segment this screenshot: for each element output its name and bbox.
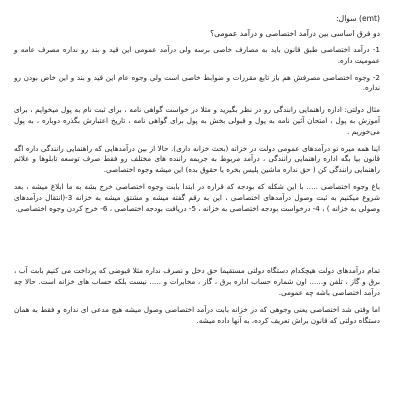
- spacer: [14, 220, 380, 266]
- question-header: (emt) سوال:: [336, 14, 380, 23]
- paragraph-government-revenue: تمام درآمدهای دولت هیچکدام دستگاه دولتی مستقیما حق دخل و تصرف نداره مثلا قبوضی که پرداخت می کنیم بابت آب ، برق و گاز ، تلفن و...... اون شماره حساب اداره برق ، گاز ، مخابرات و ..... نیست بلکه حساب های خزانه است. حالا چه درآمد اختصاصی باشه چه عمومی.: [14, 266, 380, 297]
- paragraph-difference-2: 2- وجوه اختصاصی مصرفش هم باز تابع مقررات و ضوابط خاصی است ولی وجوه عام این قید و بند و این خاص بودن رو نداره.: [14, 72, 380, 93]
- paragraph-conclusion: اما وقتی شد اختصاصی یعنی وجوهی که در خزانه بابت درآمد اختصاصی وصول میشه هیچ مدعی ای نداره و فقط به همان دستگاه دولتی که قانون براش تعریف کرده، به آنها داده میشه.: [14, 304, 380, 325]
- question-title: دو فرق اساسی بین درآمد اختصاصی و درآمد عمومی؟: [210, 29, 380, 38]
- paragraph-difference-1: 1- درآمد اختصاصی طبق قانون باید به مصارف خاصی برسه ولی درآمد عمومی این قید و بند رو نداره مصرف عامه و عمومیت داره.: [14, 45, 380, 65]
- paragraph-process: باغ وجوه اختصاصی ..... با این شکله که بودجه که قراره در ابتدا بابت وجوه اختصاصی خرج بشه به ما ابلاغ میشه ، بعد شروع میکنیم به ثبت وصول درآمدهای اختصاصی ، این به رقم گفته میشه و مشتق میشه به خزانه 3-(انتقال درآمدهای وصولی به خزانه ) ، 4- درخواست بودجه اختصاصی به خزانه ، 5- دریافت بودجه اختصاصی ، 6- خرج کردن وجوه اختصاصی.: [14, 181, 380, 213]
- paragraph-example: مثال دولتی: اداره راهنمایی رانندگی رو در نظر بگیرید و مثلا در خواست گواهی نامه ، برای ثبت نام به پول میخوایم ، برای آموزش به پول ، امتحان آئین نامه به پول و قبولی بخش به پول برای گواهی نامه ، تاریخ اعتبارش بگذره دوباره ، به پول می‌خوریم .: [14, 105, 380, 136]
- paragraph-treasury: اینا همه میره تو درآمدهای عمومی دولت در خزانه (بحث خزانه داری). حالا از بین درآمدهایی که راهنمایی رانندگی داره اگه قانون بیا بگه اداره راهنمایی رانندگی ، درآمد مربوط به جریمه راننده های مختلف رو فقط صرف توسعه تابلوها و علائم راهنمایی رانندگی کن ( حق نداره ماشین پلیس بخره یا حقوق بده) این میشه وجوه اختصاصی.: [14, 143, 380, 175]
